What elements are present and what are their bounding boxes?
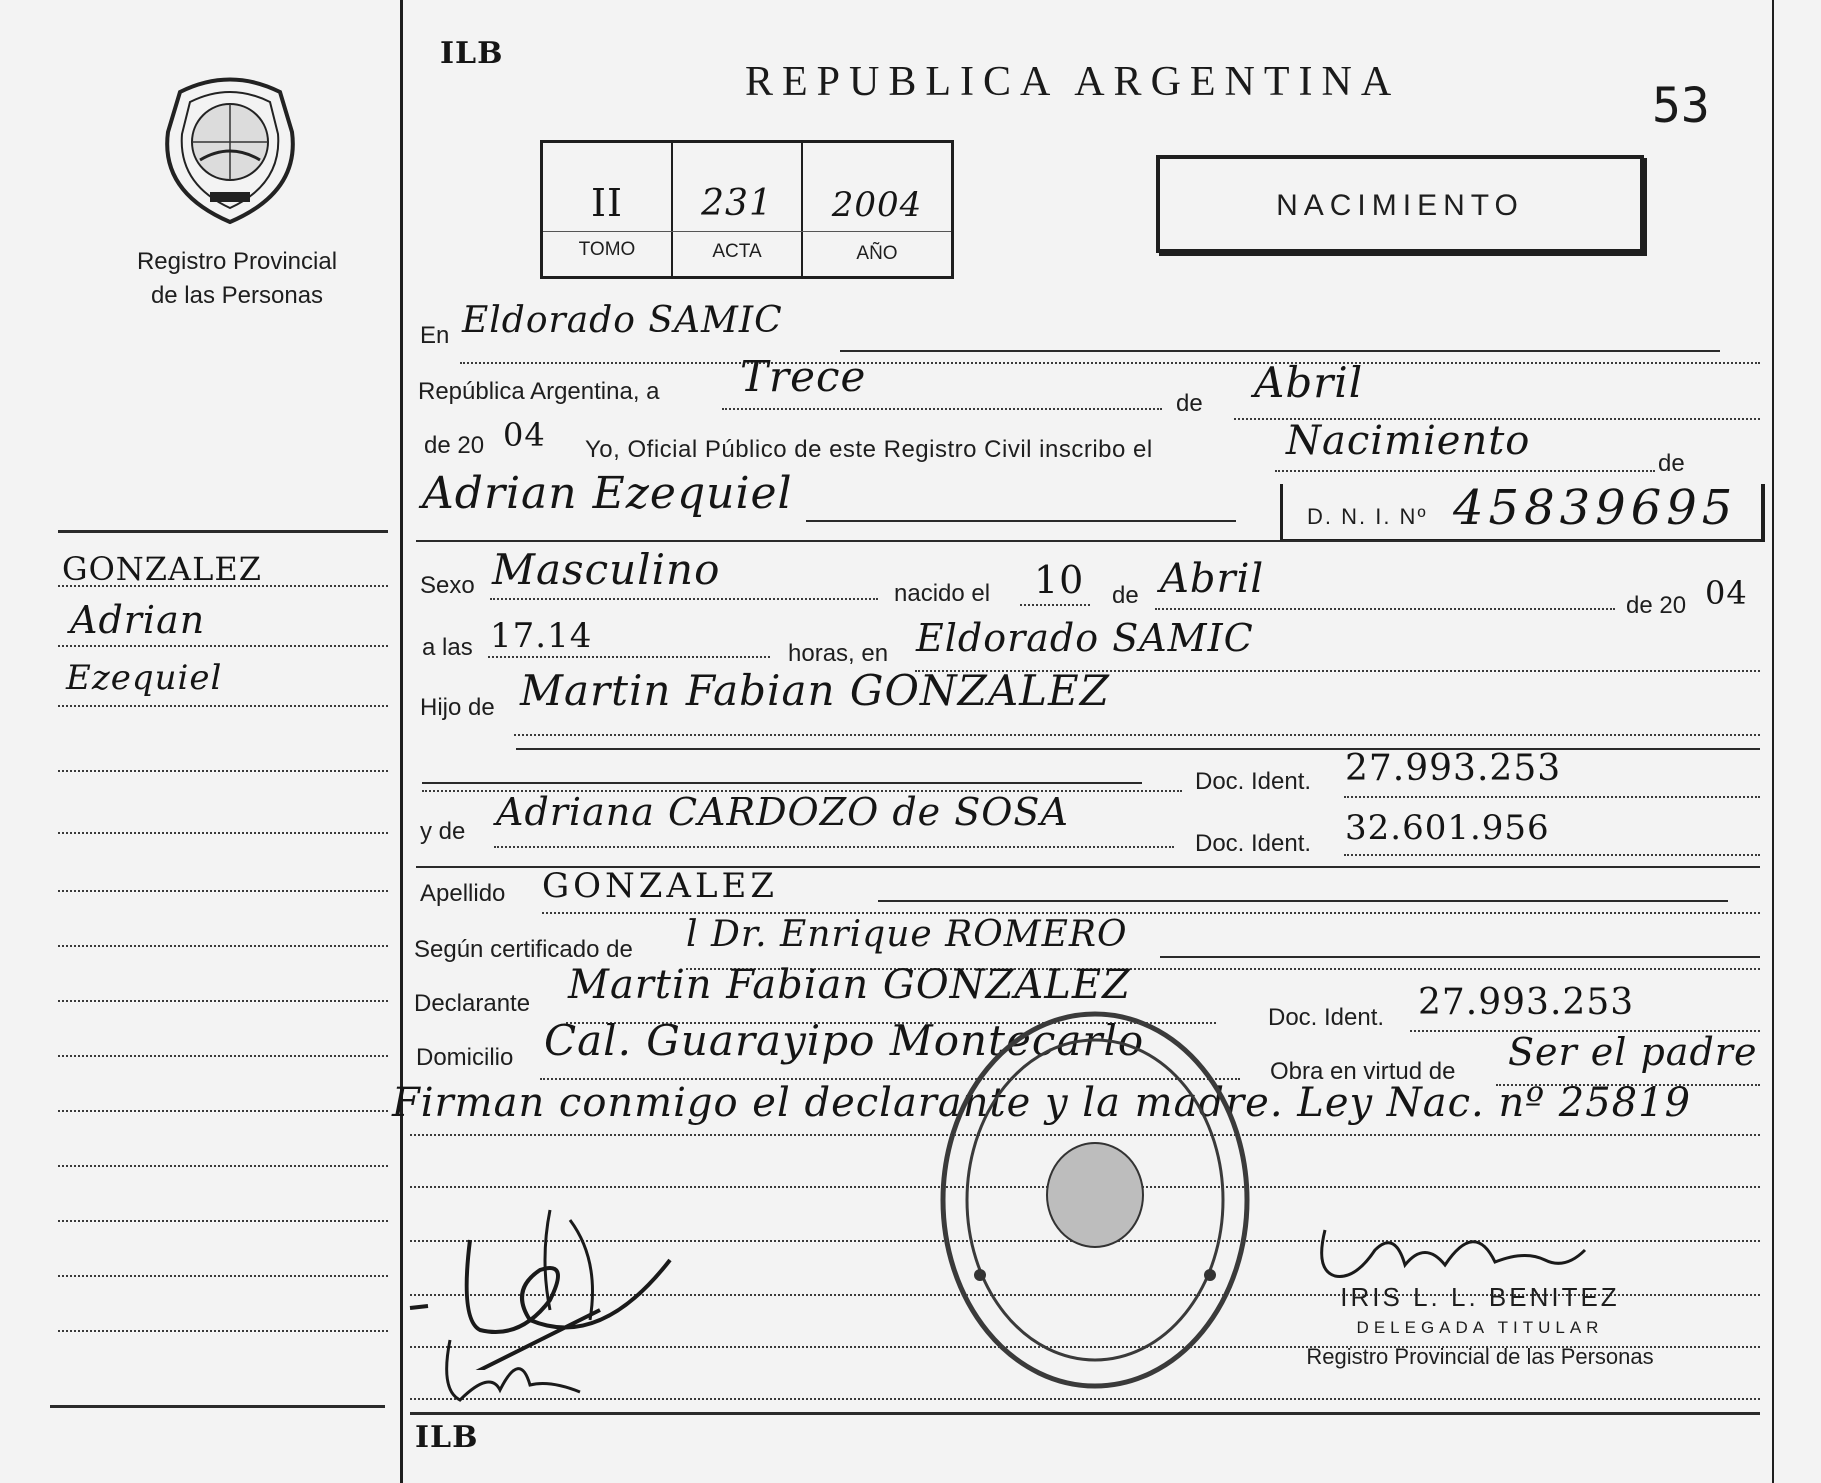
mother-name: Adriana CARDOZO de SOSA	[496, 790, 1069, 834]
inscribo-value: Nacimiento	[1286, 418, 1531, 464]
ano-value: 2004	[831, 185, 923, 225]
corner-initials: ILB	[440, 36, 504, 71]
a-las-label: a las	[422, 634, 473, 661]
domicilio-label: Domicilio	[416, 1044, 514, 1071]
declarante-value: Martin Fabian GONZALEZ	[568, 962, 1131, 1008]
section-rule-1	[416, 540, 1760, 542]
child-name: Adrian Ezequiel	[422, 468, 793, 519]
republica-label: República Argentina, a	[418, 378, 660, 405]
certificate-rule	[1160, 956, 1760, 958]
dni-value: 45839695	[1453, 480, 1738, 536]
margin-line-3	[58, 705, 388, 707]
hijo-label: Hijo de	[420, 694, 495, 721]
left-panel-bottom-rule	[50, 1405, 385, 1408]
act-type-label: NACIMIENTO	[1276, 189, 1524, 222]
declarante-doc: 27.993.253	[1418, 982, 1635, 1023]
country-title: REPUBLICA ARGENTINA	[745, 59, 1401, 105]
margin-line-10	[58, 1110, 388, 1112]
month-text: Abril	[1254, 358, 1364, 407]
apellido-rule	[878, 900, 1728, 902]
father-name-line	[514, 734, 1760, 736]
registry-name-line1: Registro Provincial	[136, 248, 338, 275]
bottom-initials: ILB	[415, 1420, 479, 1455]
officer-signature	[1315, 1210, 1595, 1290]
section-rule-2	[516, 748, 1760, 750]
declarante-label: Declarante	[414, 990, 531, 1017]
margin-name-2: Ezequiel	[66, 658, 223, 698]
mother-signature	[430, 1330, 590, 1410]
father-doc-line	[1344, 796, 1760, 798]
en-line	[840, 350, 1720, 352]
mother-doc-label: Doc. Ident.	[1195, 830, 1312, 857]
blank-line-5	[410, 1398, 1760, 1400]
obra-value: Ser el padre	[1508, 1030, 1758, 1074]
margin-line-1	[58, 585, 388, 587]
birth-time-line	[488, 656, 770, 658]
officer-office: Registro Provincial de las Personas	[1306, 1344, 1654, 1369]
left-panel-top-rule	[58, 530, 388, 533]
birth-place: Eldorado SAMIC	[916, 616, 1254, 660]
inscribo-line	[1275, 470, 1655, 472]
right-border	[1772, 0, 1774, 1483]
apellido-value: GONZALEZ	[542, 866, 778, 906]
officer-name: IRIS L. L. BENITEZ	[1340, 1282, 1620, 1312]
child-name-line	[806, 520, 1236, 522]
inscribo-de-label: de	[1658, 450, 1685, 477]
act-type-box	[1156, 155, 1644, 253]
en-label: En	[420, 322, 450, 349]
yo-text: Yo, Oficial Público de este Registro Civil inscribo el	[585, 436, 1153, 463]
page-number: 53	[1652, 78, 1710, 134]
margin-line-2	[58, 645, 388, 647]
day-text: Trece	[740, 352, 867, 401]
sexo-line	[490, 598, 878, 600]
margin-line-4	[58, 770, 388, 772]
bottom-rule	[410, 1412, 1760, 1415]
birth-time: 17.14	[490, 616, 593, 656]
obra-label: Obra en virtud de	[1270, 1058, 1456, 1085]
birth-month-line	[1155, 608, 1615, 610]
province-seal	[160, 72, 300, 227]
nacido-label: nacido el	[894, 580, 991, 607]
declarante-doc-label: Doc. Ident.	[1268, 1004, 1385, 1031]
birth-month: Abril	[1160, 556, 1265, 602]
year-suffix: 04	[503, 416, 546, 454]
sexo-label: Sexo	[420, 572, 475, 599]
birth-day: 10	[1034, 558, 1085, 602]
margin-surname: GONZALEZ	[62, 550, 262, 588]
margin-line-7	[58, 945, 388, 947]
father-name: Martin Fabian GONZALEZ	[520, 666, 1110, 715]
father-extra-line	[422, 782, 1142, 784]
official-stamp	[935, 1005, 1255, 1395]
margin-line-14	[58, 1330, 388, 1332]
mother-doc: 32.601.956	[1345, 808, 1550, 848]
registry-name-line2: de las Personas	[150, 282, 324, 309]
tomo-label: TOMO	[578, 239, 636, 260]
apellido-label: Apellido	[420, 880, 506, 907]
en-value: Eldorado SAMIC	[462, 300, 783, 341]
dni-label: D. N. I. Nº	[1307, 504, 1428, 529]
officer-title: DELEGADA TITULAR	[1356, 1318, 1604, 1337]
father-doc-label: Doc. Ident.	[1195, 768, 1312, 795]
margin-line-6	[58, 890, 388, 892]
margin-line-5	[58, 832, 388, 834]
y-de-label: y de	[420, 818, 466, 845]
birth-year-suffix: 04	[1705, 574, 1748, 612]
margin-line-13	[58, 1275, 388, 1277]
dni-box	[1280, 480, 1765, 542]
birth-year-prefix: de 20	[1626, 592, 1687, 619]
record-box	[540, 140, 954, 279]
sexo-value: Masculino	[492, 545, 721, 594]
en-line-dots	[460, 362, 1760, 364]
day-line	[722, 408, 1162, 410]
domicilio-value: Cal. Guarayipo Montecarlo	[544, 1016, 1145, 1065]
acta-label: ACTA	[712, 241, 762, 262]
birth-day-line	[1020, 604, 1090, 606]
mother-name-line	[494, 846, 1174, 848]
margin-line-8	[58, 1000, 388, 1002]
ano-label: AÑO	[856, 243, 898, 264]
note-line: Firman conmigo el declarante y la madre. Ley Nac. nº 25819	[392, 1080, 1692, 1126]
certificate-value: l Dr. Enrique ROMERO	[686, 914, 1128, 955]
segun-label: Según certificado de	[414, 936, 633, 963]
margin-name-1: Adrian	[70, 598, 206, 642]
record-label-rule	[543, 231, 951, 232]
margin-line-11	[58, 1165, 388, 1167]
month-de-label: de	[1176, 390, 1203, 417]
tomo-value: II	[590, 181, 624, 225]
birth-de-label: de	[1112, 582, 1139, 609]
mother-doc-line	[1344, 854, 1760, 856]
year-prefix: de 20	[424, 432, 485, 459]
father-doc: 27.993.253	[1345, 748, 1562, 789]
margin-line-9	[58, 1055, 388, 1057]
horas-label: horas, en	[788, 640, 889, 667]
margin-line-12	[58, 1220, 388, 1222]
acta-value: 231	[701, 183, 773, 224]
